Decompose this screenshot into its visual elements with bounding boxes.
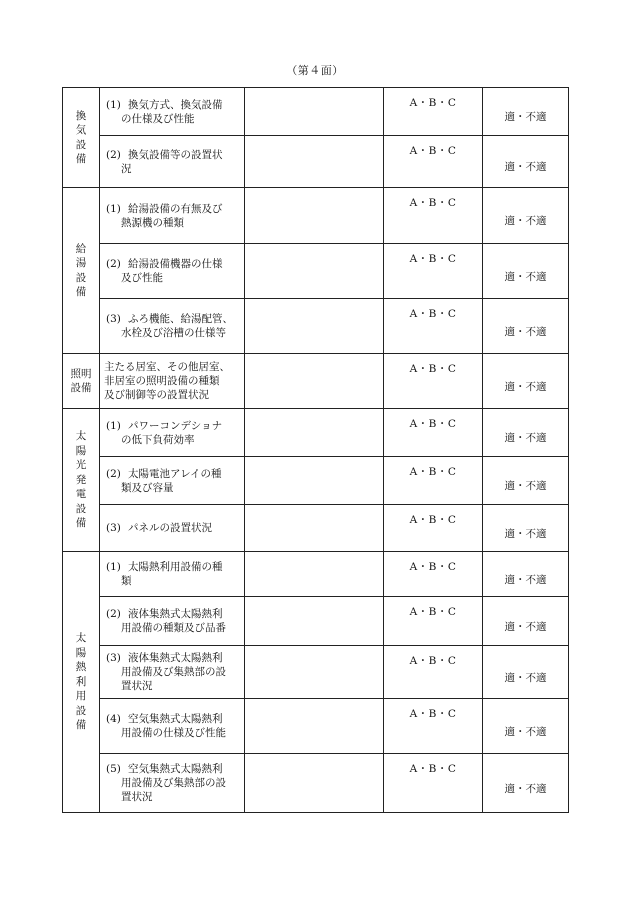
entry-cell [245, 409, 384, 457]
grade-cell: A・B・C [384, 188, 483, 244]
entry-cell [245, 505, 384, 552]
entry-cell [245, 597, 384, 646]
item-cell: (4) 空気集熱式太陽熱利 用設備の仕様及び性能 [100, 699, 245, 754]
table-row [63, 244, 569, 299]
page-number-label: （第４面） [286, 64, 344, 77]
grade-cell: A・B・C [384, 699, 483, 754]
item-cell: (5) 空気集熱式太陽熱利 用設備及び集熱部の設 置状況 [100, 754, 245, 813]
judgement-cell: 適・不適 [483, 244, 569, 299]
item-cell: (3) 液体集熱式太陽熱利 用設備及び集熱部の設 置状況 [100, 646, 245, 699]
judgement-cell: 適・不適 [483, 505, 569, 552]
entry-cell [245, 354, 384, 409]
judgement-cell: 適・不適 [483, 88, 569, 136]
grade-cell: A・B・C [384, 505, 483, 552]
inspection-table [62, 87, 569, 813]
grade-cell: A・B・C [384, 646, 483, 699]
entry-cell [245, 88, 384, 136]
grade-cell: A・B・C [384, 88, 483, 136]
item-cell: (2) 給湯設備機器の仕様 及び性能 [100, 244, 245, 299]
table-row [63, 457, 569, 505]
judgement-cell: 適・不適 [483, 552, 569, 597]
judgement-cell: 適・不適 [483, 597, 569, 646]
entry-cell [245, 754, 384, 813]
judgement-cell: 適・不適 [483, 409, 569, 457]
item-cell: (1) 給湯設備の有無及び 熱源機の種類 [100, 188, 245, 244]
judgement-cell: 適・不適 [483, 354, 569, 409]
item-cell: (1) パワーコンデショナ の低下負荷効率 [100, 409, 245, 457]
grade-cell: A・B・C [384, 354, 483, 409]
judgement-cell: 適・不適 [483, 136, 569, 188]
item-cell: (3) パネルの設置状況 [100, 505, 245, 552]
table-row [63, 505, 569, 552]
item-cell: (2) 太陽電池アレイの種 類及び容量 [100, 457, 245, 505]
entry-cell [245, 457, 384, 505]
judgement-cell: 適・不適 [483, 299, 569, 354]
entry-cell [245, 552, 384, 597]
grade-cell: A・B・C [384, 136, 483, 188]
item-cell: (1) 太陽熱利用設備の種 類 [100, 552, 245, 597]
item-cell: (1) 換気方式、換気設備 の仕様及び性能 [100, 88, 245, 136]
entry-cell [245, 136, 384, 188]
table-row [63, 354, 569, 409]
entry-cell [245, 699, 384, 754]
table-row [63, 754, 569, 813]
grade-cell: A・B・C [384, 457, 483, 505]
category-cell: 換気設備 [63, 88, 100, 188]
grade-cell: A・B・C [384, 244, 483, 299]
entry-cell [245, 299, 384, 354]
category-cell: 給湯設備 [63, 188, 100, 354]
category-cell: 照明 設備 [63, 354, 100, 409]
table-row [63, 299, 569, 354]
table-row [63, 597, 569, 646]
category-cell: 太陽光発電設備 [63, 409, 100, 552]
item-cell: (2) 換気設備等の設置状 況 [100, 136, 245, 188]
judgement-cell: 適・不適 [483, 457, 569, 505]
judgement-cell: 適・不適 [483, 188, 569, 244]
judgement-cell: 適・不適 [483, 754, 569, 813]
category-cell: 太陽熱利用設備 [63, 552, 100, 813]
entry-cell [245, 188, 384, 244]
item-cell: (3) ふろ機能、給湯配管、 水栓及び浴槽の仕様等 [100, 299, 245, 354]
table-row [63, 136, 569, 188]
grade-cell: A・B・C [384, 552, 483, 597]
grade-cell: A・B・C [384, 299, 483, 354]
table-row [63, 552, 569, 597]
table-row [63, 699, 569, 754]
table-row [63, 188, 569, 244]
entry-cell [245, 244, 384, 299]
table-row [63, 646, 569, 699]
item-cell: (2) 液体集熱式太陽熱利 用設備の種類及び品番 [100, 597, 245, 646]
grade-cell: A・B・C [384, 754, 483, 813]
item-cell: 主たる居室、その他居室、 非居室の照明設備の種類 及び制御等の設置状況 [100, 354, 245, 409]
entry-cell [245, 646, 384, 699]
grade-cell: A・B・C [384, 409, 483, 457]
table-row [63, 88, 569, 136]
judgement-cell: 適・不適 [483, 699, 569, 754]
table-row [63, 409, 569, 457]
grade-cell: A・B・C [384, 597, 483, 646]
judgement-cell: 適・不適 [483, 646, 569, 699]
